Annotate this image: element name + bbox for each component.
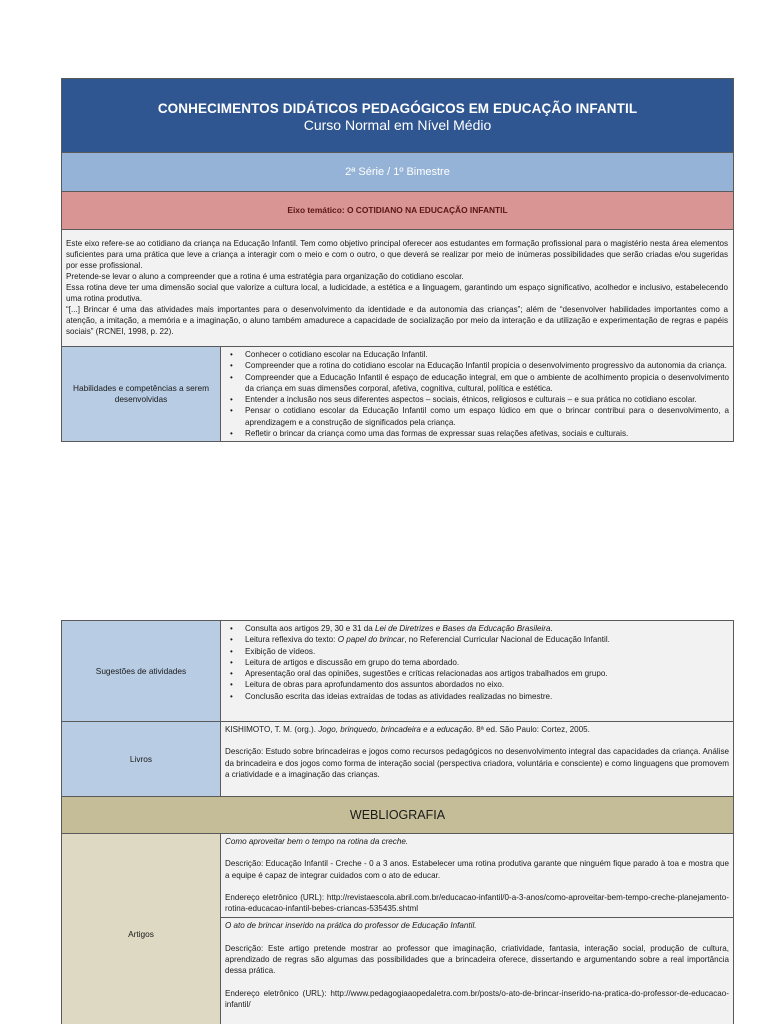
intro-paragraph: Essa rotina deve ter uma dimensão social que valorize a cultura local, a ludicidade, a estética e a linguagem, garantindo um espaço significativo, acolhedor e inclusivo, estabelecendo uma rotina produtiva. <box>66 283 728 303</box>
article-description: Descrição: Educação Infantil - Creche - 0 a 3 anos. Estabelecer uma rotina produtiva garante que ninguém fique parado à toa e mostra que a equipe é capaz de integrar cuidados com o ato de educar. <box>225 859 729 880</box>
sugestoes-content <box>221 621 733 721</box>
article-url: Endereço eletrônico (URL): http://revistaescola.abril.com.br/educacao-infantil/0-a-3-anos/como-aproveitar-bem-tempo-creche-planejamento-rotina-educacao-infantil-bebes-criancas-535435.shtml <box>225 892 729 914</box>
intro-paragraph: Este eixo refere-se ao cotidiano da criança na Educação Infantil. Tem como objetivo principal oferecer aos estudantes em formação profissional para o magistério nesta área elementos suficientes para uma prática que leve a criança a interagir com o meio e com o outro, o que deverá se realizar por meio de inúmeras possibilidades que serão criadas e/ou sugeridas por esse profissional. <box>66 239 728 270</box>
livros-row <box>62 722 733 797</box>
article-title: O ato de brincar inserido na prática do professor de Educação Infantil. <box>225 921 477 931</box>
habilidades-label: Habilidades e competências a serem desenvolvidas <box>62 347 221 441</box>
list-item: • Leitura de obras para aprofundamento dos assuntos abordados no eixo. <box>225 679 729 690</box>
article-title: Como aproveitar bem o tempo na rotina da creche. <box>225 837 409 846</box>
artigos-row <box>62 834 733 1024</box>
habilidades-row <box>62 347 733 441</box>
serie-bimestre: 2ª Série / 1º Bimestre <box>62 153 733 192</box>
plan-table-top <box>61 78 734 442</box>
eixo-tematico: Eixo temático: O COTIDIANO NA EDUCAÇÃO INFANTIL <box>62 192 733 230</box>
article-entry <box>221 918 733 1013</box>
list-item: • Consulta aos artigos 29, 30 e 31 da Lei de Diretrizes e Bases da Educação Brasileira. <box>225 623 729 634</box>
intro-paragraph: “[...] Brincar é uma das atividades mais importantes para o desenvolvimento da identidade e da autonomia das crianças”; além de “desenvolver habilidades importantes como a atenção, a imitação, a memória e a imaginação, o aluno também amadurece a capacidade de socialização por meio da interação e da utilização e experimentação de regras e papéis sociais” (RCNEI, 1998, p. 22). <box>66 305 728 336</box>
list-item: • Compreender que a Educação Infantil é espaço de educação integral, em que o ambiente de acolhimento propicia o desenvolvimento da criança em suas dimensões corporal, afetiva, cognitiva, cultural, política e estética. <box>225 372 729 395</box>
webliografia-header: WEBLIOGRAFIA <box>62 797 733 834</box>
list-item: • Apresentação oral das opiniões, sugestões e críticas relacionadas aos artigos trabalhados em grupo. <box>225 668 729 679</box>
sugestoes-row <box>62 621 733 722</box>
document-title: CONHECIMENTOS DIDÁTICOS PEDAGÓGICOS EM EDUCAÇÃO INFANTIL <box>157 101 638 116</box>
list-item: • Exibição de vídeos. <box>225 646 729 657</box>
book-reference: KISHIMOTO, T. M. (org.). Jogo, brinquedo, brincadeira e a educação. 8ª ed. São Paulo: Cortez, 2005. <box>225 725 590 734</box>
book-description: Descrição: Estudo sobre brincadeiras e jogos como recursos pedagógicos no desenvolvimento integral das capacidades da criança. Análise da brincadeira e dos jogos como forma de interação social (perspectiva criadora, voluntária e consciente) e como linguagens que promovem a criatividade e a imaginação das crianças. <box>225 747 729 779</box>
list-item: • Leitura reflexiva do texto: O papel do brincar, no Referencial Curricular Nacional de Educação Infantil. <box>225 634 729 645</box>
article-entry <box>221 834 733 918</box>
list-item: • Compreender que a rotina do cotidiano escolar na Educação Infantil propicia o desenvolvimento progressivo da autonomia da criança. <box>225 360 729 371</box>
habilidades-list <box>225 349 729 439</box>
intro-text <box>62 230 733 347</box>
sugestoes-list <box>225 623 729 702</box>
livros-label: Livros <box>62 722 221 796</box>
sugestoes-label: Sugestões de atividades <box>62 621 221 721</box>
list-item: • Entender a inclusão nos seus diferentes aspectos – sociais, étnicos, religiosos e culturais – e sua prática no cotidiano escolar. <box>225 394 729 405</box>
article-url: Endereço eletrônico (URL): http://www.pedagogiaaopedaletra.com.br/posts/o-ato-de-brincar-inserido-na-pratica-do-professor-de-educacao-infantil/ <box>225 988 729 1009</box>
plan-table-bottom <box>61 620 734 1024</box>
artigos-label: Artigos <box>62 834 221 1024</box>
article-description: Descrição: Este artigo pretende mostrar ao professor que imaginação, criatividade, fantasia, interação social, produção de cultura, aprendizado de regras são algumas das possibilidades que a brincadeira oferece, dissertando e argumentando sobre a real importância dessa prática. <box>225 943 729 976</box>
list-item: • Conhecer o cotidiano escolar na Educação Infantil. <box>225 349 729 360</box>
artigos-content <box>221 834 733 1024</box>
list-item: • Leitura de artigos e discussão em grupo do tema abordado. <box>225 657 729 668</box>
title-header <box>62 79 733 153</box>
livros-content <box>221 722 733 796</box>
list-item: • Refletir o brincar da criança como uma das formas de expressar suas relações afetivas, sociais e culturais. <box>225 428 729 439</box>
habilidades-content <box>221 347 733 441</box>
list-item: • Pensar o cotidiano escolar da Educação Infantil como um espaço lúdico em que o brincar contribui para o desenvolvimento, a aprendizagem e a construção de significados pela criança. <box>225 405 729 428</box>
document-subtitle: Curso Normal em Nível Médio <box>303 117 492 133</box>
intro-paragraph: Pretende-se levar o aluno a compreender que a rotina é uma estratégia para organização do cotidiano escolar. <box>66 272 464 281</box>
list-item: • Conclusão escrita das ideias extraídas de todas as atividades realizadas no bimestre. <box>225 691 729 702</box>
